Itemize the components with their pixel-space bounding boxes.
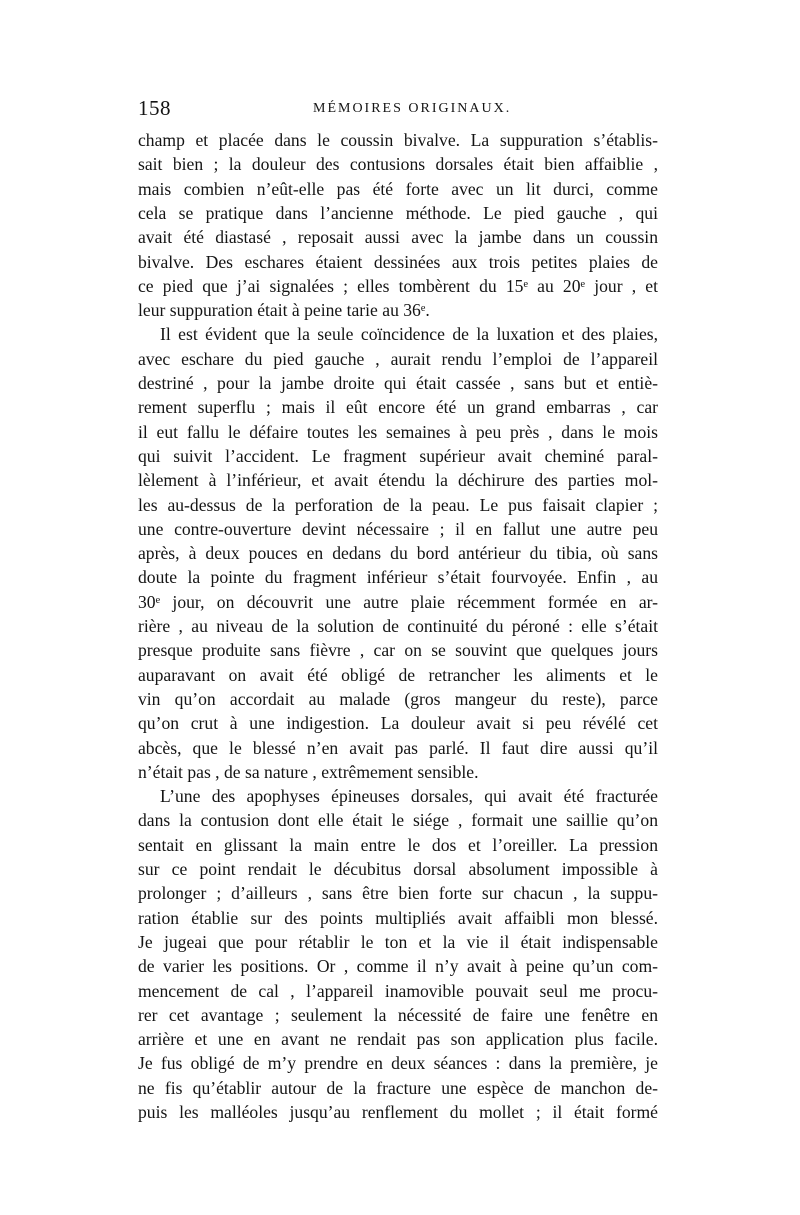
text-line: Je fus obligé de m’y prendre en deux séances : dans la première, je — [138, 1053, 658, 1074]
text-line: Il est évident que la seule coïncidence de la luxation et des plaies, — [160, 324, 658, 345]
text-line: avec eschare du pied gauche , aurait rendu l’emploi de l’appareil — [138, 348, 658, 369]
text-line: leur suppuration était à peine tarie au 36ᵉ. — [138, 300, 430, 321]
text-line: Je jugeai que pour rétablir le ton et la vie il était indispensable — [138, 931, 658, 952]
text-line: presque produite sans fièvre , car on se souvint que quelques jours — [138, 640, 658, 661]
text-line: sur ce point rendait le décubitus dorsal absolument impossible à — [138, 859, 658, 879]
page-header — [138, 95, 658, 125]
text-line: rer cet avantage ; seulement la nécessité de faire une fenêtre en — [138, 1004, 658, 1025]
text-line: ration établie sur des points multipliés avait affaibli mon blessé. — [138, 907, 658, 928]
text-line: n’était pas , de sa nature , extrêmement sensible. — [138, 761, 479, 782]
running-head: MÉMOIRES ORIGINAUX. — [313, 101, 512, 116]
text-line: ne fis qu’établir autour de la fracture une espèce de manchon de- — [138, 1077, 658, 1098]
text-line: cela se pratique dans l’ancienne méthode. Le pied gauche , qui — [138, 202, 658, 223]
text-line: destriné , pour la jambe droite qui était cassée , sans but et entiè- — [138, 373, 658, 393]
text-line: il eut fallu le défaire toutes les semaines à peu près , dans le mois — [138, 421, 658, 442]
text-line: mais combien n’eût-elle pas été forte avec un lit durci, comme — [138, 178, 658, 199]
text-line: une contre-ouverture devint nécessaire ; il en fallut une autre peu — [138, 518, 658, 539]
text-line: bivalve. Des eschares étaient dessinées aux trois petites plaies de — [138, 251, 658, 272]
text-line: champ et placée dans le coussin bivalve. La suppuration s’établis- — [138, 130, 658, 150]
text-line: sait bien ; la douleur des contusions dorsales était bien affaiblie , — [138, 154, 658, 175]
text-line: dans la contusion dont elle était le siége , formait une saillie qu’on — [138, 810, 658, 831]
text-line: qu’on crut à une indigestion. La douleur avait si peu révélé cet — [138, 713, 658, 734]
text-line: rière , au niveau de la solution de continuité du péroné : elle s’était — [138, 616, 658, 636]
text-line: abcès, que le blessé n’en avait pas parlé. Il faut dire aussi qu’il — [138, 737, 658, 758]
text-line: rement superflu ; mais il eût encore été un grand embarras , car — [138, 397, 658, 418]
text-line: ce pied que j’ai signalées ; elles tombèrent du 15ᵉ au 20ᵉ jour , et — [138, 275, 658, 296]
text-line: les au-dessus de la perforation de la peau. Le pus faisait clapier ; — [138, 494, 658, 515]
text-line: prolonger ; d’ailleurs , sans être bien forte sur chacun , la suppu- — [138, 883, 658, 904]
text-line: puis les malléoles jusqu’au renflement du mollet ; il était formé — [138, 1102, 658, 1122]
text-line: sentait en glissant la main entre le dos et l’oreiller. La pression — [138, 834, 658, 855]
text-line: doute la pointe du fragment inférieur s’était fourvoyée. Enfin , au — [138, 567, 658, 588]
body-text — [138, 128, 658, 1122]
text-line: qui suivit l’accident. Le fragment supérieur avait cheminé paral- — [138, 445, 658, 466]
text-line: mencement de cal , l’appareil inamovible pouvait seul me procu- — [138, 980, 658, 1001]
text-line: L’une des apophyses épineuses dorsales, qui avait été fracturée — [160, 786, 658, 807]
text-line: 30ᵉ jour, on découvrit une autre plaie récemment formée en ar- — [138, 591, 658, 612]
page-number: 158 — [138, 96, 171, 120]
text-line: lèlement à l’inférieur, et avait étendu la déchirure des parties mol- — [138, 470, 658, 491]
text-line: vin qu’on accordait au malade (gros mangeur du reste), parce — [138, 688, 658, 709]
text-line: arrière et une en avant ne rendait pas son application plus facile. — [138, 1029, 658, 1050]
text-line: avait été diastasé , reposait aussi avec la jambe dans un coussin — [138, 227, 658, 248]
text-line: après, à deux pouces en dedans du bord antérieur du tibia, où sans — [138, 543, 658, 564]
text-line: auparavant on avait été obligé de retrancher les aliments et le — [138, 664, 658, 685]
text-line: de varier les positions. Or , comme il n’y avait à peine qu’un com- — [138, 956, 658, 977]
